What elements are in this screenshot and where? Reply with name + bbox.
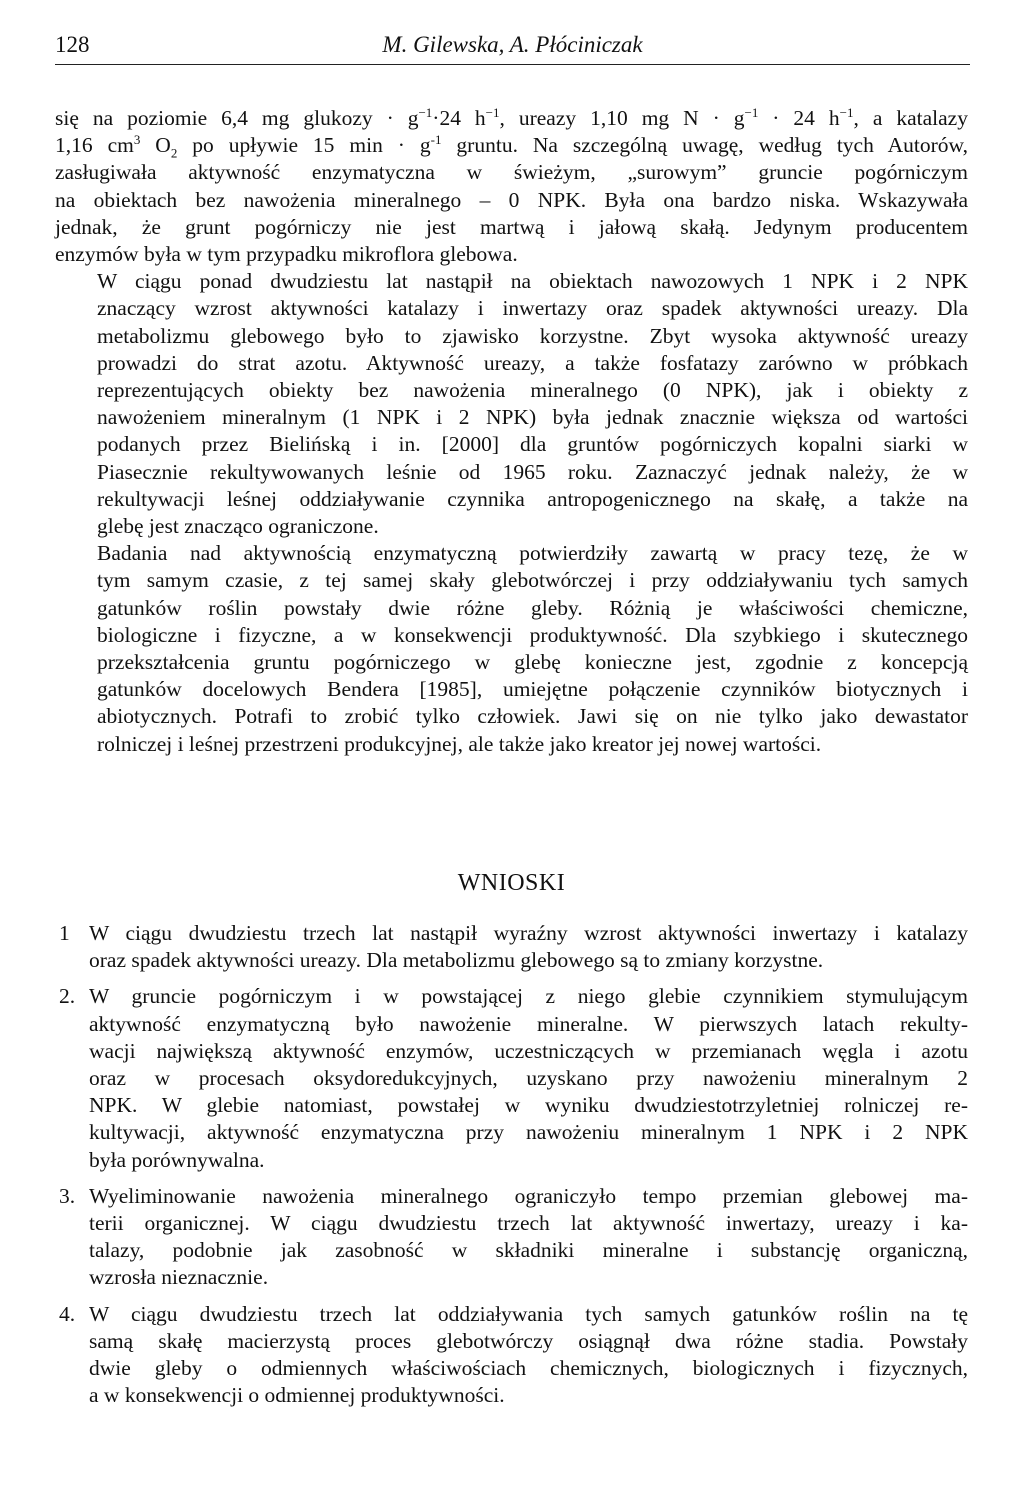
text-line: a w konsekwencji o odmiennej produktywności. [89, 1383, 505, 1408]
conclusion-text [89, 920, 968, 974]
running-head: M. Gilewska, A. Płóciniczak [382, 32, 643, 57]
conclusion-item [55, 1301, 968, 1410]
text-line: nawożeniem mineralnym (1 NPK i 2 NPK) była jednak znacznie większa od wartości [97, 405, 968, 430]
text-line: W gruncie pogórniczym i w powstającej z niego glebie czynnikiem stymulującym [89, 984, 968, 1009]
text-line: W ciągu dwudziestu trzech lat oddziaływania tych samych gatunków roślin na tę [89, 1301, 968, 1326]
text-line: glebę jest znacząco ograniczone. [97, 514, 379, 539]
paragraph-2 [55, 268, 968, 540]
conclusion-item [55, 983, 968, 1173]
paragraph-3 [55, 540, 968, 758]
text-line: kultywacji, aktywność enzymatyczna przy nawożeniu mineralnym 1 NPK i 2 NPK [89, 1120, 968, 1145]
section-title: WNIOSKI [457, 870, 566, 896]
text-line: oraz spadek aktywności ureazy. Dla metabolizmu glebowego są to zmiany korzystne. [89, 948, 824, 973]
text-line: rekultywacji leśnej oddziaływanie czynnika antropogenicznego na skałę, a także na [97, 486, 968, 511]
conclusion-item [55, 1183, 968, 1292]
text-line: tym samym czasie, z tej samej skały glebotwórczej i przy oddziaływaniu tych samych [97, 568, 968, 593]
text-line: gatunków roślin powstały dwie różne gleby. Różnią je właściwości chemiczne, [97, 595, 968, 620]
text-line: 1,16 $cm^3$ $O_2$ po upływie 15 $\min \cdot g^{-1}$ gruntu. Na szczególną uwagę, według tych Autorów, [55, 132, 969, 161]
text-line: W ciągu dwudziestu trzech lat nastąpił wyraźny wzrost aktywności inwertazy i katalazy [89, 921, 968, 945]
text-line: metabolizmu glebowego było to zjawisko korzystne. Zbyt wysoka aktywność ureazy [97, 323, 968, 348]
text-line: talazy, podobnie jak zasobność w składniki mineralne i substancję organiczną, [89, 1238, 968, 1263]
text-line: biologiczne i fizyczne, a w konsekwencji produktywność. Dla szybkiego i skutecznego [97, 622, 968, 647]
text-line: zasługiwała aktywność enzymatyczna w świeżym, „surowym” gruncie pogórniczym [55, 160, 968, 185]
text-line: przekształcenia gruntu pogórniczego w glebę konieczne jest, zgodnie z koncepcją [97, 650, 968, 675]
conclusion-number: 1 [59, 921, 70, 945]
conclusion-text [89, 983, 968, 1173]
text-line: oraz w procesach oksydoredukcyjnych, uzyskano przy nawożeniu mineralnym 2 [89, 1066, 968, 1091]
conclusion-text [89, 1183, 968, 1292]
text-line: dwie gleby o odmiennych właściwościach chemicznych, biologicznych i fizycznych, [89, 1356, 968, 1381]
text-line: terii organicznej. W ciągu dwudziestu trzech lat aktywność inwertazy, ureazy i ka- [89, 1211, 968, 1236]
text-line: wacji największą aktywność enzymów, uczestniczących w przemianach węgla i azotu [89, 1038, 968, 1063]
text-line: znaczący wzrost aktywności katalazy i inwertazy oraz spadek aktywności ureazy. Dla [97, 296, 968, 321]
conclusion-number: 4. [59, 1301, 76, 1326]
text-line: abiotycznych. Potrafi to zrobić tylko człowiek. Jawi się on nie tylko jako dewastator [97, 704, 968, 729]
conclusions-list [55, 920, 968, 1418]
text-line: rolniczej i leśnej przestrzeni produkcyjnej, ale także jako kreator jej nowej wartości. [97, 731, 822, 756]
conclusion-number: 2. [59, 984, 76, 1009]
text-line: wzrosła nieznacznie. [89, 1265, 269, 1290]
text-line: jednak, że grunt pogórniczy nie jest martwą i jałową skałą. Jedynym producentem [55, 214, 968, 239]
text-line: W ciągu ponad dwudziestu lat nastąpił na obiektach nawozowych 1 NPK i 2 NPK [97, 269, 968, 294]
text-line: na obiektach bez nawożenia mineralnego – 0 NPK. Była ona bardzo niska. Wskazywała [55, 187, 968, 212]
text-line: Wyeliminowanie nawożenia mineralnego ograniczyło tempo przemian glebowej ma- [89, 1183, 968, 1208]
page-header [55, 30, 970, 65]
text-line: podanych przez Bielińską i in. [2000] dla gruntów pogórniczych kopalni siarki w [97, 432, 968, 457]
conclusion-text [89, 1301, 968, 1410]
text-line: prowadzi do strat azotu. Aktywność ureazy, a także fosfatazy zarówno w próbkach [97, 350, 968, 375]
body-text [55, 105, 968, 758]
text-line: samą skałę macierzystą proces glebotwórczy osiągnął dwa różne stadia. Powstały [89, 1328, 968, 1353]
text-line: Piasecznie rekultywowanych leśnie od 1965 roku. Zaznaczyć jednak należy, że w [97, 459, 968, 484]
text-line: się na poziomie 6,4 mg glukozy · $g^{-1}\cdot 24$ $h^{-1}$, ureazy 1,10 mg $N \cdot g^{-1} \cdot 24$ $h^{-1}$, a katalazy [55, 104, 968, 130]
conclusion-number: 3. [59, 1183, 76, 1208]
page-number: 128 [55, 32, 90, 57]
text-line: enzymów była w tym przypadku mikroflora glebowa. [55, 242, 518, 267]
text-line: Badania nad aktywnością enzymatyczną potwierdziły zawartą w pracy tezę, że w [97, 541, 968, 566]
text-line: aktywność enzymatyczną było nawożenie mineralne. W pierwszych latach rekulty- [89, 1011, 968, 1036]
text-line: gatunków docelowych Bendera [1985], umiejętne połączenie czynników biotycznych i [97, 677, 968, 702]
text-line: była porównywalna. [89, 1147, 265, 1172]
text-line: reprezentujących obiekty bez nawożenia mineralnego (0 NPK), jak i obiekty z [97, 378, 968, 403]
text-line: NPK. W glebie natomiast, powstałej w wyniku dwudziestotrzyletniej rolniczej re- [89, 1093, 968, 1118]
conclusion-item [55, 920, 968, 974]
paragraph-1 [55, 105, 968, 268]
